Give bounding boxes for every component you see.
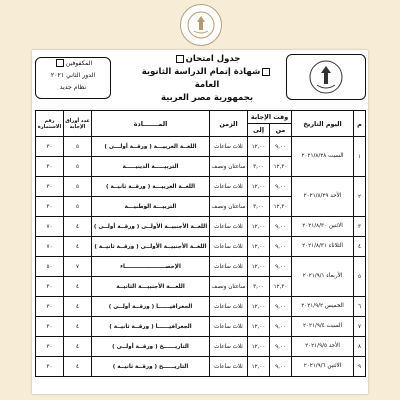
col-duration: الزمن bbox=[210, 111, 248, 137]
row-pages: ٤ bbox=[64, 277, 92, 297]
col-pages: عدد أوراق الإجابة bbox=[64, 111, 92, 137]
col-time-group: وقت الإجابة bbox=[248, 111, 292, 124]
row-duration: ثلاث ساعات bbox=[210, 237, 248, 257]
row-pages: ٤ bbox=[64, 317, 92, 337]
row-day: الأحد ٢٠٢١/٩/٥ bbox=[292, 337, 354, 357]
row-pages: ٥ bbox=[64, 177, 92, 197]
row-num: ٩ bbox=[354, 357, 366, 377]
row-from: ٩,٠٠ bbox=[270, 177, 292, 197]
row-duration: ثلاث ساعات bbox=[210, 317, 248, 337]
row-duration: ثلاث ساعات bbox=[210, 337, 248, 357]
table-row bbox=[36, 357, 366, 377]
row-to: ١٢,٠٠ bbox=[248, 337, 270, 357]
table-row bbox=[36, 317, 366, 337]
row-form: ٣٠ bbox=[36, 157, 64, 177]
row-subject: اللغــة العربيـــة ( ورقــة ثانيــة ) bbox=[92, 177, 210, 197]
row-subject: اللغــة العربيـــة ( ورقــة أولـــى ) bbox=[92, 137, 210, 157]
row-subject: اللغــة الأجنبيــة الأولــى ( ورقــة أولــى ) bbox=[92, 217, 210, 237]
row-to: ١٢,٠٠ bbox=[248, 217, 270, 237]
col-day: اليوم التاريخ bbox=[292, 111, 354, 137]
col-from: من bbox=[270, 124, 292, 137]
row-to: ١٢,٠٠ bbox=[248, 137, 270, 157]
row-pages: ٤ bbox=[64, 297, 92, 317]
row-day: الأحد ٢٠٢١/٨/٢٩ bbox=[292, 177, 354, 217]
schedule-table bbox=[35, 110, 366, 377]
row-num: ٢ bbox=[354, 177, 366, 217]
row-form: ٧٠ bbox=[36, 237, 64, 257]
row-subject: اللغـــة الأجنبيـــة الثانيــة bbox=[92, 277, 210, 297]
system-label: نظام جديد bbox=[59, 84, 87, 91]
row-duration: ثلاث ساعات bbox=[210, 137, 248, 157]
col-subject: المـــــــادة bbox=[92, 111, 210, 137]
row-form: ٣٠ bbox=[36, 357, 64, 377]
row-form: ٧٠ bbox=[36, 217, 64, 237]
row-num: ٧ bbox=[354, 317, 366, 337]
row-subject: التربيـــــة الدينيـــــة bbox=[92, 157, 210, 177]
row-pages: ٤ bbox=[64, 237, 92, 257]
row-from: ١٢,٣٠ bbox=[270, 197, 292, 217]
row-subject: الإحصـــــــــــــــــــــاء bbox=[92, 257, 210, 277]
row-day: الأربعاء ٢٠٢١/٩/١ bbox=[292, 257, 354, 297]
schedule-title bbox=[132, 53, 282, 105]
row-duration: ساعتان ونصف bbox=[210, 197, 248, 217]
table-row bbox=[36, 137, 366, 157]
title-line-3: بجمهورية مصر العربية bbox=[160, 93, 254, 103]
row-to: ٣,٠٠ bbox=[248, 157, 270, 177]
title-line-2: شهادة إتمام الدراسة الثانوية العامة bbox=[141, 67, 261, 90]
row-num: ٦ bbox=[354, 297, 366, 317]
row-day: الاثنين ٢٠٢١/٨/٣٠ bbox=[292, 217, 354, 237]
checkbox-icon bbox=[262, 68, 270, 76]
col-form: رقم الاستمارة bbox=[36, 111, 64, 137]
row-form: ٣٠ bbox=[36, 277, 64, 297]
row-from: ١٢,٣٠ bbox=[270, 277, 292, 297]
row-form: ٣٠ bbox=[36, 197, 64, 217]
row-to: ١٢,٠٠ bbox=[248, 257, 270, 277]
table-row bbox=[36, 177, 366, 197]
table-row bbox=[36, 297, 366, 317]
row-form: ٣٠ bbox=[36, 297, 64, 317]
table-header-row bbox=[36, 111, 366, 124]
row-pages: ٥ bbox=[64, 137, 92, 157]
checkbox-icon bbox=[176, 55, 184, 63]
row-subject: الجغرافيــــــا ( ورقــة ثانيــة ) bbox=[92, 317, 210, 337]
row-form: ٣٠ bbox=[36, 337, 64, 357]
row-subject: التاريــــــخ ( ورقــة أولــى ) bbox=[92, 337, 210, 357]
table-row bbox=[36, 257, 366, 277]
row-day: الثلاثاء ٢٠٢١/٨/٣١ bbox=[292, 237, 354, 257]
blind-label: المكفوفين bbox=[65, 60, 93, 67]
row-to: ١٢,٠٠ bbox=[248, 297, 270, 317]
row-subject: التربيـــة الوطنيـــة bbox=[92, 197, 210, 217]
col-num: م bbox=[354, 111, 366, 137]
row-from: ٩,٠٠ bbox=[270, 357, 292, 377]
row-from: ٩,٠٠ bbox=[270, 237, 292, 257]
exam-schedule-sheet bbox=[32, 50, 368, 394]
row-pages: ٥ bbox=[64, 157, 92, 177]
row-num: ٣ bbox=[354, 217, 366, 237]
row-subject: اللغــة الأجنبيــة الأولــى ( ورقــة ثانيــة ) bbox=[92, 237, 210, 257]
row-from: ٩,٠٠ bbox=[270, 257, 292, 277]
row-from: ١٢,٣٠ bbox=[270, 157, 292, 177]
row-duration: ثلاث ساعات bbox=[210, 177, 248, 197]
row-subject: الجغرافيــــــا ( ورقــة أولــى ) bbox=[92, 297, 210, 317]
ministry-emblem-icon bbox=[180, 4, 222, 46]
row-day: الاثنين ٢٠٢١/٩/٦ bbox=[292, 357, 354, 377]
row-to: ١٢,٠٠ bbox=[248, 237, 270, 257]
row-form: ٣٠ bbox=[36, 137, 64, 157]
row-pages: ٤ bbox=[64, 217, 92, 237]
table-row bbox=[36, 217, 366, 237]
row-to: ١٢,٠٠ bbox=[248, 317, 270, 337]
row-to: ١٢,٠٠ bbox=[248, 357, 270, 377]
title-line-1: جدول امتحان bbox=[185, 54, 241, 64]
row-form: ٣٠ bbox=[36, 317, 64, 337]
row-to: ٣,٠٠ bbox=[248, 197, 270, 217]
exam-type-box bbox=[35, 57, 111, 99]
row-from: ٩,٠٠ bbox=[270, 337, 292, 357]
row-duration: ثلاث ساعات bbox=[210, 257, 248, 277]
schedule-header bbox=[32, 50, 368, 106]
row-from: ٩,٠٠ bbox=[270, 317, 292, 337]
row-num: ٥ bbox=[354, 257, 366, 297]
row-from: ٩,٠٠ bbox=[270, 297, 292, 317]
row-to: ٣,٠٠ bbox=[248, 277, 270, 297]
row-duration: ساعتان ونصف bbox=[210, 157, 248, 177]
row-day: السبت ٢٠٢١/٩/٤ bbox=[292, 317, 354, 337]
table-row bbox=[36, 237, 366, 257]
col-to: إلى bbox=[248, 124, 270, 137]
row-duration: ثلاث ساعات bbox=[210, 357, 248, 377]
row-duration: ثلاث ساعات bbox=[210, 297, 248, 317]
row-num: ٤ bbox=[354, 237, 366, 257]
round-label: الدور الثاني ٢٠٢١ bbox=[50, 72, 96, 79]
logo-box bbox=[286, 54, 366, 100]
row-duration: ساعتان ونصف bbox=[210, 277, 248, 297]
row-from: ٩,٠٠ bbox=[270, 137, 292, 157]
row-pages: ٧ bbox=[64, 257, 92, 277]
table-row bbox=[36, 337, 366, 357]
row-to: ١٢,٠٠ bbox=[248, 177, 270, 197]
row-day: الخميس ٢٠٢١/٩/٢ bbox=[292, 297, 354, 317]
row-pages: ٥ bbox=[64, 197, 92, 217]
row-num: ١ bbox=[354, 137, 366, 177]
row-pages: ٤ bbox=[64, 357, 92, 377]
row-form: ٣٠ bbox=[36, 177, 64, 197]
row-from: ٩,٠٠ bbox=[270, 217, 292, 237]
row-day: السبت ٢٠٢١/٨/٢٨ bbox=[292, 137, 354, 177]
ministry-logo-icon bbox=[306, 58, 346, 96]
row-form: ٥٠ bbox=[36, 257, 64, 277]
checkbox-icon bbox=[56, 59, 64, 67]
row-num: ٨ bbox=[354, 337, 366, 357]
row-pages: ٤ bbox=[64, 337, 92, 357]
row-duration: ثلاث ساعات bbox=[210, 217, 248, 237]
row-subject: التاريــــــخ ( ورقــة ثانيــة ) bbox=[92, 357, 210, 377]
